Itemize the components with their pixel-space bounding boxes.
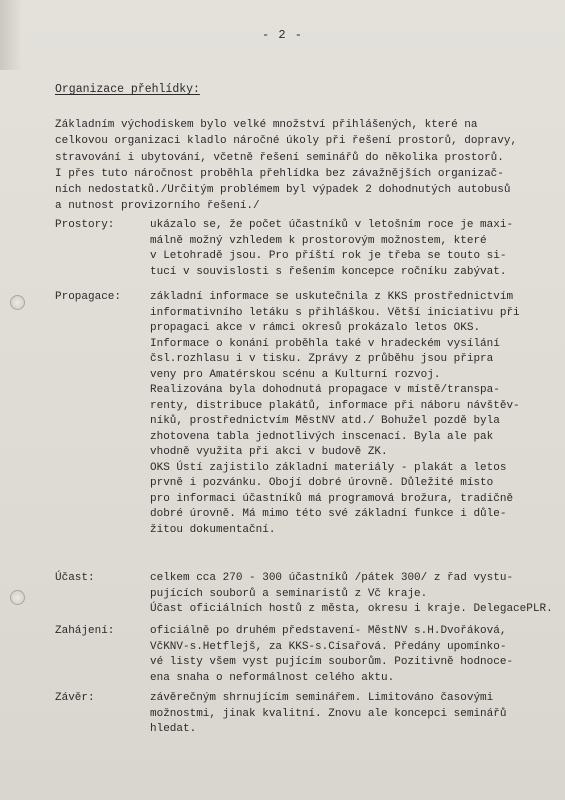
intro-line: ních nedostatků./Určitým problémem byl výpadek 2 dohodnutých autobusů [55, 184, 511, 197]
entry-zahajeni [55, 624, 555, 686]
entry-line: v Letohradě jsou. Pro příští rok je třeba se touto si- [150, 250, 507, 262]
entry-label: Prostory: [55, 219, 115, 231]
entry-ucast [55, 571, 555, 618]
entry-line: níků, prostřednictvím MěstNV atd./ Bohužel pozdě byla [150, 415, 500, 427]
entry-label: Zahájení: [55, 625, 115, 637]
intro-line: stravování i ubytování, včetně řešení seminářů do několika prostorů. [55, 151, 504, 164]
entry-label: Účast: [55, 572, 95, 584]
intro-line: a nutnost provizorního řešení./ [55, 200, 260, 213]
entry-line: ena snaha o neformálnost celého aktu. [150, 671, 395, 684]
entry-prostory [55, 218, 555, 280]
entry-line: pro informaci účastníků má programová brožura, tradičně [150, 492, 514, 505]
entry-text [150, 218, 555, 280]
entry-text [150, 571, 555, 618]
entry-line: vé listy všem vyst pujícím souborům. Pozitivně hodnoce- [150, 656, 514, 668]
intro-line: I přes tuto náročnost proběhla přehlídka bez závažnějších organizač- [55, 167, 504, 180]
intro-line: Základním východiskem bylo velké množství přihlášených, které na [55, 119, 478, 131]
entry-line: VčKNV-s.Hetflejš, za KKS-s.Císařová. Předány upomínko- [150, 640, 507, 653]
entry-line: čsl.rozhlasu i v tisku. Zprávy z průběhu jsou připra [150, 353, 494, 365]
entry-line: Účast oficiálních hostů z města, okresu i kraje. DelegacePLR. [150, 603, 553, 615]
entry-line: oficiálně po druhém představení- MěstNV s.H.Dvořáková, [150, 625, 507, 637]
entry-line: informativního letáku s přihláškou. Větší iniciativu při [150, 306, 520, 319]
section-title: Organizace přehlídky: [55, 83, 200, 96]
entry-line: Informace o konání proběhla také v hradeckém vysílání [150, 337, 500, 350]
entry-line: pujících souborů a seminaristů z Vč kraje. [150, 587, 428, 600]
entry-line: tucí v souvislosti s řešením koncepce ročníku zabývat. [150, 265, 507, 278]
entry-zaver [55, 691, 555, 738]
entry-line: žitou dokumentační. [150, 523, 276, 536]
intro-line: celkovou organizaci kladlo náročné úkoly při řešení prostorů, dopravy, [55, 135, 518, 148]
entry-text [150, 624, 555, 686]
entry-line: veny pro Amatérskou scénu a Kulturní rozvoj. [150, 368, 441, 381]
entry-line: zhotovena tabla jednotlivých inscenací. Byla ale pak [150, 430, 494, 443]
entry-line: prvně i pozvánku. Obojí dobré úrovně. Důležité místo [150, 477, 494, 489]
entry-line: vhodně využita při akci v budově ZK. [150, 446, 388, 458]
entry-text [150, 691, 555, 738]
entry-line: závěrečným shrnujícím seminářem. Limitováno časovými [150, 692, 494, 704]
entry-line: OKS Ústí zajistilo základní materiály - plakát a letos [150, 461, 507, 474]
page-number: - 2 - [261, 28, 303, 42]
entry-line: celkem cca 270 - 300 účastníků /pátek 300/ z řad vystu- [150, 572, 514, 584]
entry-line: Realizována byla dohodnutá propagace v místě/transpa- [150, 384, 500, 396]
entry-line: dobré úrovně. Má mimo této své základní funkce i důle- [150, 508, 507, 520]
intro-paragraph [55, 117, 545, 215]
entry-line: základní informace se uskutečnila z KKS prostřednictvím [150, 291, 514, 303]
entry-line: propagaci akce v rámci okresů prokázalo letos OKS. [150, 322, 481, 334]
entry-line: ukázalo se, že počet účastníků v letošním roce je maxi- [150, 219, 514, 231]
entry-label: Propagace: [55, 291, 122, 303]
entry-propagace [55, 290, 555, 538]
punch-hole-icon [10, 590, 25, 605]
entry-line: renty, distribuce plakátů, informace při náboru návštěv- [150, 399, 520, 412]
entry-label: Závěr: [55, 692, 95, 704]
entry-line: možnostmi, jinak kvalitní. Znovu ale koncepci seminářů [150, 707, 507, 720]
entry-line: málně možný vzhledem k prostorovým možnostem, které [150, 234, 487, 247]
entry-text [150, 290, 555, 538]
entry-line: hledat. [150, 723, 197, 735]
punch-hole-icon [10, 295, 25, 310]
